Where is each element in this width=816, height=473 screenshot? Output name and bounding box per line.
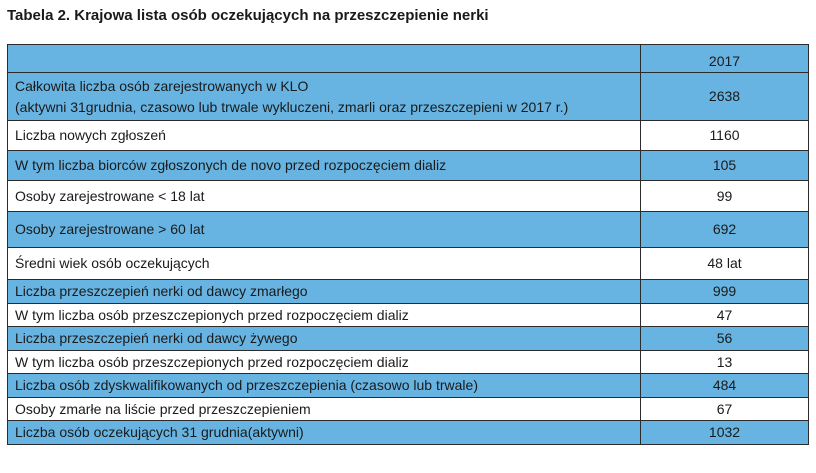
table-title: Tabela 2. Krajowa lista osób oczekujących na przeszczepienie nerki bbox=[7, 7, 489, 24]
row-value: 692 bbox=[641, 212, 809, 248]
row-value: 999 bbox=[641, 280, 809, 304]
table-row bbox=[8, 398, 809, 421]
row-value: 484 bbox=[641, 374, 809, 398]
row-label: Liczba osób zdyskwalifikowanych od przeszczepienia (czasowo lub trwale) bbox=[8, 374, 641, 398]
table-row bbox=[8, 151, 809, 181]
row-value: 47 bbox=[641, 304, 809, 327]
table-row bbox=[8, 421, 809, 445]
table-row bbox=[8, 304, 809, 327]
table-row bbox=[8, 327, 809, 351]
year-header: 2017 bbox=[641, 45, 809, 73]
row-value: 56 bbox=[641, 327, 809, 351]
table-row bbox=[8, 212, 809, 248]
row-label: Liczba przeszczepień nerki od dawcy zmarłego bbox=[8, 280, 641, 304]
table-row bbox=[8, 248, 809, 280]
row-value: 99 bbox=[641, 181, 809, 212]
table-row bbox=[8, 121, 809, 151]
row-label: Osoby zmarłe na liście przed przeszczepieniem bbox=[8, 398, 641, 421]
row-label bbox=[8, 73, 641, 121]
row-label: Osoby zarejestrowane < 18 lat bbox=[8, 181, 641, 212]
table-row bbox=[8, 73, 809, 121]
row-label: Osoby zarejestrowane > 60 lat bbox=[8, 212, 641, 248]
row-value: 105 bbox=[641, 151, 809, 181]
row-label: Średni wiek osób oczekujących bbox=[8, 248, 641, 280]
row-label: W tym liczba biorców zgłoszonych de novo przed rozpoczęciem dializ bbox=[8, 151, 641, 181]
table-row bbox=[8, 181, 809, 212]
row-label-line: (aktywni 31grudnia, czasowo lub trwale wykluczeni, zmarli oraz przeszczepieni w 2017 r.) bbox=[15, 98, 569, 115]
row-label: W tym liczba osób przeszczepionych przed rozpoczęciem dializ bbox=[8, 351, 641, 374]
row-value: 67 bbox=[641, 398, 809, 421]
row-label: W tym liczba osób przeszczepionych przed rozpoczęciem dializ bbox=[8, 304, 641, 327]
row-label: Liczba przeszczepień nerki od dawcy żywego bbox=[8, 327, 641, 351]
row-label: Liczba nowych zgłoszeń bbox=[8, 121, 641, 151]
row-value: 48 lat bbox=[641, 248, 809, 280]
row-label-line: Całkowita liczba osób zarejestrowanych w KLO bbox=[15, 77, 309, 94]
table-header-row bbox=[8, 45, 809, 73]
row-value: 1160 bbox=[641, 121, 809, 151]
table-row bbox=[8, 351, 809, 374]
row-value: 1032 bbox=[641, 421, 809, 445]
row-label: Liczba osób oczekujących 31 grudnia(aktywni) bbox=[8, 421, 641, 445]
table-row bbox=[8, 280, 809, 304]
row-value: 13 bbox=[641, 351, 809, 374]
row-value: 2638 bbox=[641, 73, 809, 121]
header-label-cell bbox=[8, 45, 641, 73]
table-row bbox=[8, 374, 809, 398]
waiting-list-table bbox=[7, 44, 809, 445]
